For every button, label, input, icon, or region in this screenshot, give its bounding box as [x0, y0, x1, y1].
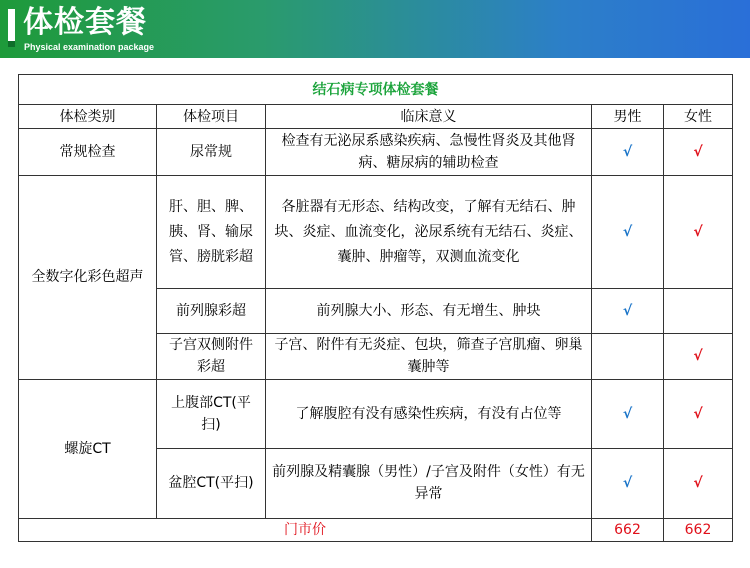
col-header-male: 男性	[592, 105, 664, 129]
male-check: √	[592, 289, 664, 333]
col-header-female: 女性	[664, 105, 733, 129]
meaning-cell: 各脏器有无形态、结构改变，了解有无结石、肿块、炎症、血流变化，泌尿系统有无结石、炎症、囊肿、肿瘤等，双测血流变化	[266, 176, 592, 289]
female-check: √	[664, 333, 733, 379]
female-check: √	[664, 379, 733, 448]
col-header-meaning: 临床意义	[266, 105, 592, 129]
price-male: 662	[592, 518, 664, 541]
male-check: √	[592, 129, 664, 176]
col-header-item: 体检项目	[157, 105, 266, 129]
meaning-cell: 检查有无泌尿系感染疾病、急慢性肾炎及其他肾病、糖尿病的辅助检查	[266, 129, 592, 176]
col-header-category: 体检类别	[19, 105, 157, 129]
category-cell: 螺旋CT	[19, 379, 157, 518]
table-row	[19, 129, 733, 176]
table-row	[19, 379, 733, 448]
table-row	[19, 176, 733, 289]
male-check: √	[592, 176, 664, 289]
price-row	[19, 518, 733, 541]
meaning-cell: 子宫、附件有无炎症、包块，筛查子宫肌瘤、卵巢囊肿等	[266, 333, 592, 379]
page-subtitle: Physical examination package	[24, 42, 155, 52]
meaning-cell: 前列腺大小、形态、有无增生、肿块	[266, 289, 592, 333]
price-label: 门市价	[19, 518, 592, 541]
item-cell: 盆腔CT(平扫)	[157, 448, 266, 518]
item-cell: 尿常规	[157, 129, 266, 176]
female-check: √	[664, 176, 733, 289]
item-cell: 上腹部CT(平扫)	[157, 379, 266, 448]
male-check: √	[592, 448, 664, 518]
item-cell: 肝、胆、脾、胰、肾、输尿管、膀胱彩超	[157, 176, 266, 289]
female-check	[664, 289, 733, 333]
male-check	[592, 333, 664, 379]
page-title: 体检套餐	[23, 5, 147, 40]
item-cell: 子宫双侧附件彩超	[157, 333, 266, 379]
table-caption-row	[19, 75, 733, 105]
header-banner	[0, 0, 750, 58]
male-check: √	[592, 379, 664, 448]
category-cell: 常规检查	[19, 129, 157, 176]
female-check: √	[664, 448, 733, 518]
exam-package-table	[18, 74, 733, 542]
table-header-row	[19, 105, 733, 129]
meaning-cell: 前列腺及精囊腺（男性）/子宫及附件（女性）有无异常	[266, 448, 592, 518]
category-cell: 全数字化彩色超声	[19, 176, 157, 379]
item-cell: 前列腺彩超	[157, 289, 266, 333]
price-female: 662	[664, 518, 733, 541]
meaning-cell: 了解腹腔有没有感染性疾病，有没有占位等	[266, 379, 592, 448]
table-caption: 结石病专项体检套餐	[19, 75, 733, 105]
female-check: √	[664, 129, 733, 176]
title-accent-bar	[8, 9, 15, 47]
